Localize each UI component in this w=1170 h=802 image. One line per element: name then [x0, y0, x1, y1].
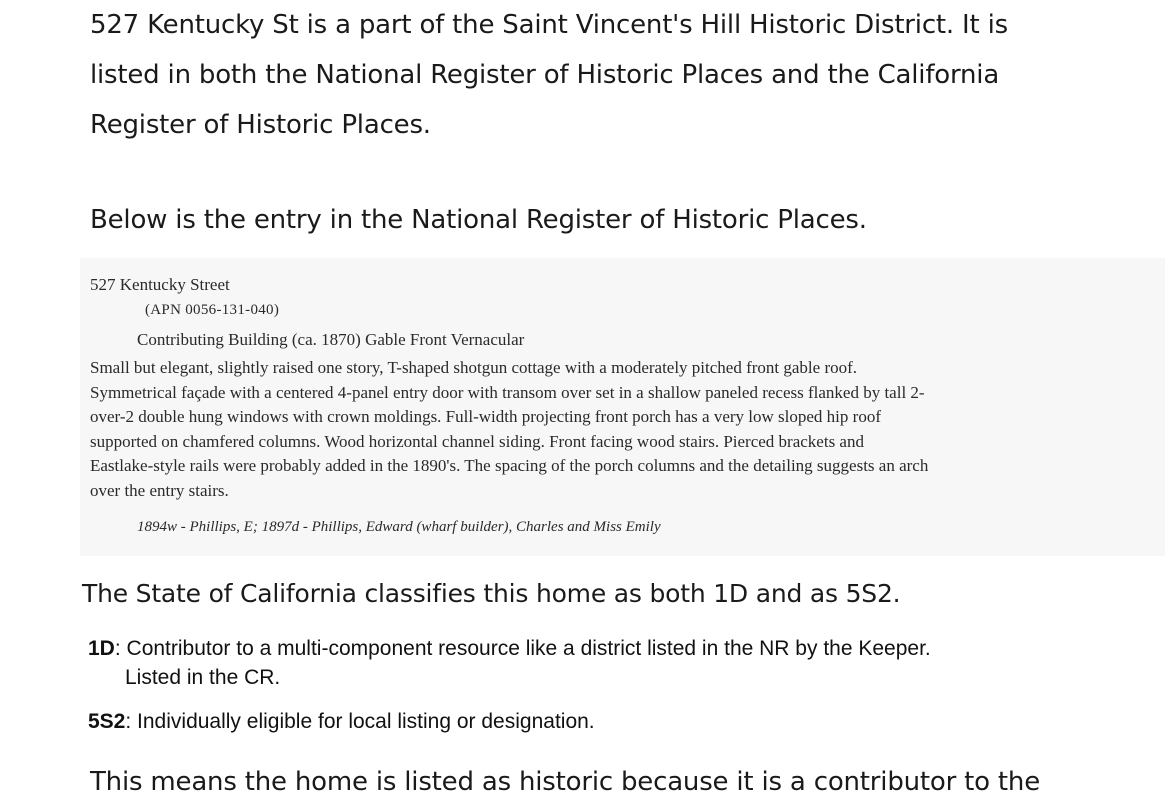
entry-address: 527 Kentucky Street — [90, 275, 230, 294]
code-description: : Contributor to a multi-component resource like a district listed in the NR by the Keeper. — [114, 637, 931, 660]
code-label: 1D — [88, 637, 115, 660]
code-description: : Individually eligible for local listing or designation. — [125, 710, 595, 733]
entry-description-line: supported on chamfered columns. Wood horizontal channel siding. Front facing wood stairs. Pierced brackets and — [90, 431, 864, 451]
entry-description — [90, 356, 1160, 503]
entry-description-line: Small but elegant, slightly raised one story, T-shaped shotgun cottage with a moderately pitched front gable roof. — [90, 358, 858, 377]
code-definition-1d — [88, 634, 931, 692]
intro-line: listed in both the National Register of Historic Places and the California — [90, 60, 1000, 90]
intro-paragraph — [90, 0, 1050, 150]
entry-contributing-status: Contributing Building (ca. 1870) Gable Front Vernacular — [137, 330, 525, 349]
intro-line: 527 Kentucky St is a part of the Saint Vincent's Hill Historic District. It is — [90, 10, 1008, 40]
entry-directory-listing: 1894w - Phillips, E; 1897d - Phillips, Edward (wharf builder), Charles and Miss Emily — [137, 519, 661, 535]
entry-description-line: over the entry stairs. — [90, 480, 229, 500]
explanation-text-truncated: This means the home is listed as historic because it is a contributor to the — [90, 767, 1040, 797]
code-label: 5S2 — [88, 710, 126, 733]
intro-line: Register of Historic Places. — [90, 110, 431, 140]
entry-description-line: Eastlake-style rails were probably added in the 1890's. The spacing of the porch columns and the detailing suggests an arch — [90, 456, 929, 475]
entry-apn: (APN 0056-131-040) — [145, 302, 280, 318]
code-definition-line — [88, 637, 931, 660]
code-description-continued: Listed in the CR. — [125, 666, 281, 689]
register-intro-text: Below is the entry in the National Register of Historic Places. — [90, 205, 867, 235]
register-entry-image — [80, 258, 1165, 556]
state-classification-text: The State of California classifies this home as both 1D and as 5S2. — [82, 579, 901, 608]
entry-description-line: Symmetrical façade with a centered 4-panel entry door with transom over set in a shallow paneled recess flanked by tall 2- — [90, 382, 925, 402]
entry-description-line: over-2 double hung windows with crown moldings. Full-width projecting front porch has a very low sloped hip roof — [90, 407, 881, 426]
code-definition-5s2 — [88, 707, 595, 736]
